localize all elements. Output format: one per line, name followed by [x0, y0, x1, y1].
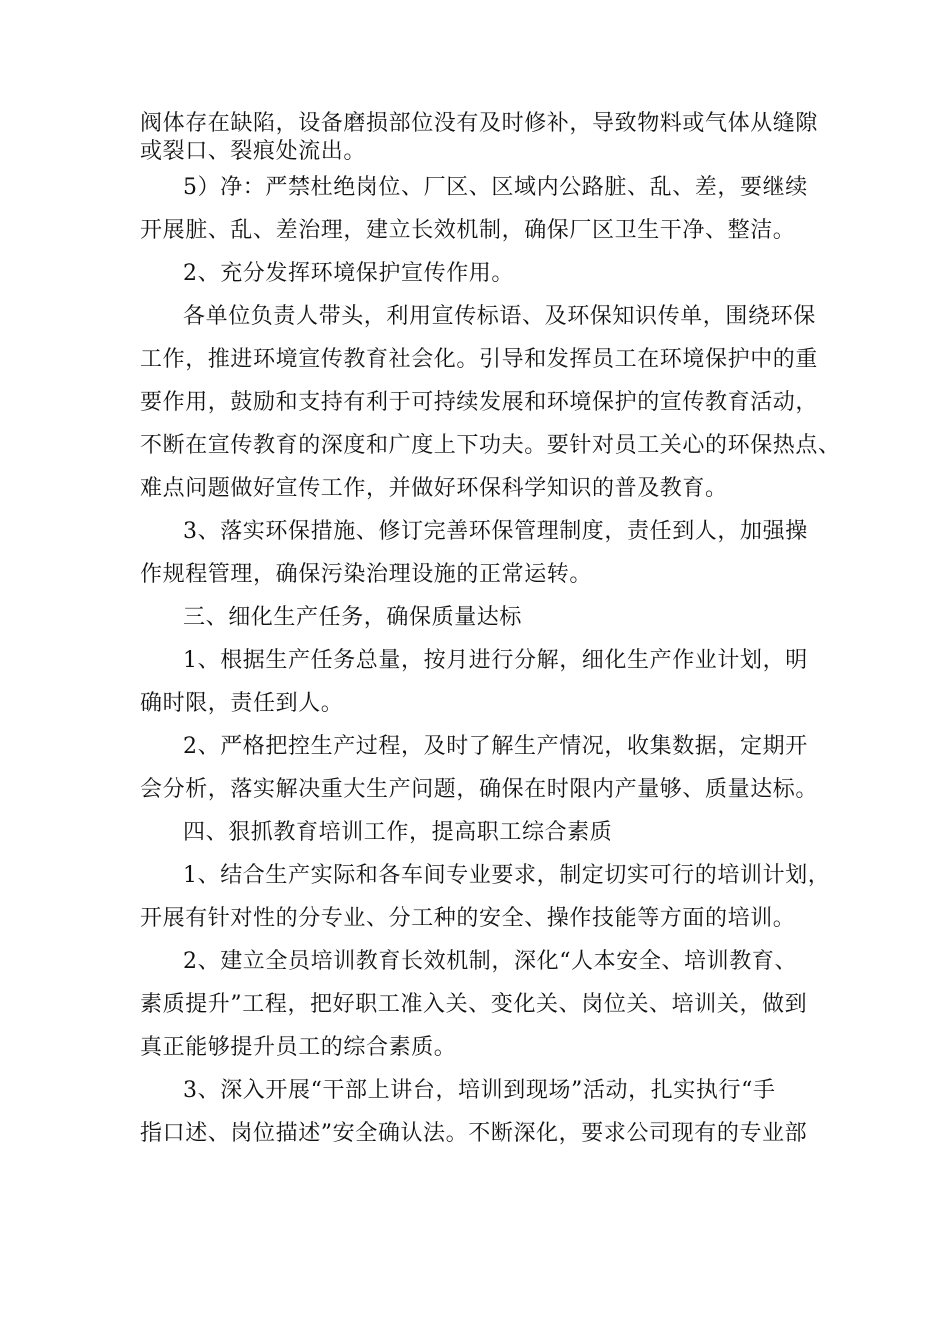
text-line: 不断在宣传教育的深度和广度上下功夫。要针对员工关心的环保热点、 [140, 433, 841, 458]
text-line: 确时限，责任到人。 [140, 691, 344, 716]
text-line: 5）净：严禁杜绝岗位、厂区、区域内公路脏、乱、差，要继续 [183, 175, 808, 200]
text-line: 2、严格把控生产过程，及时了解生产情况，收集数据，定期开 [183, 734, 808, 759]
text-line: 1、结合生产实际和各车间专业要求，制定切实可行的培训计划， [183, 863, 831, 888]
text-line: 真正能够提升员工的综合素质。 [140, 1035, 457, 1060]
section-heading: 三、细化生产任务，确保质量达标 [183, 605, 523, 630]
section-heading: 2、充分发挥环境保护宣传作用。 [183, 261, 514, 286]
text-line: 要作用，鼓励和支持有利于可持续发展和环境保护的宣传教育活动， [140, 390, 819, 415]
text-line: 或裂口、裂痕处流出。 [140, 139, 367, 164]
text-line: 1、根据生产任务总量，按月进行分解，细化生产作业计划，明 [183, 648, 808, 673]
text-line: 工作，推进环境宣传教育社会化。引导和发挥员工在环境保护中的重 [140, 347, 819, 372]
text-line: 素质提升”工程，把好职工准入关、变化关、岗位关、培训关，做到 [140, 992, 808, 1017]
text-line: 作规程管理，确保污染治理设施的正常运转。 [140, 562, 593, 587]
text-line: 指口述、岗位描述”安全确认法。不断深化，要求公司现有的专业部 [140, 1121, 808, 1146]
text-line: 各单位负责人带头，利用宣传标语、及环保知识传单，围绕环保 [183, 304, 816, 329]
section-heading: 四、狠抓教育培训工作，提高职工综合素质 [183, 820, 613, 845]
text-line: 开展有针对性的分专业、分工种的安全、操作技能等方面的培训。 [140, 906, 796, 931]
text-line: 难点问题做好宣传工作，并做好环保科学知识的普及教育。 [140, 476, 728, 501]
text-line: 3、深入开展“干部上讲台，培训到现场”活动，扎实执行“手 [183, 1078, 776, 1103]
text-line: 开展脏、乱、差治理，建立长效机制，确保厂区卫生干净、整洁。 [140, 218, 796, 243]
text-line: 2、建立全员培训教育长效机制，深化“人本安全、培训教育、 [183, 949, 798, 974]
text-line: 会分析，落实解决重大生产问题，确保在时限内产量够、质量达标。 [140, 777, 819, 802]
text-line: 阀体存在缺陷，设备磨损部位没有及时修补，导致物料或气体从缝隙 [140, 111, 819, 136]
text-line: 3、落实环保措施、修订完善环保管理制度，责任到人，加强操 [183, 519, 808, 544]
